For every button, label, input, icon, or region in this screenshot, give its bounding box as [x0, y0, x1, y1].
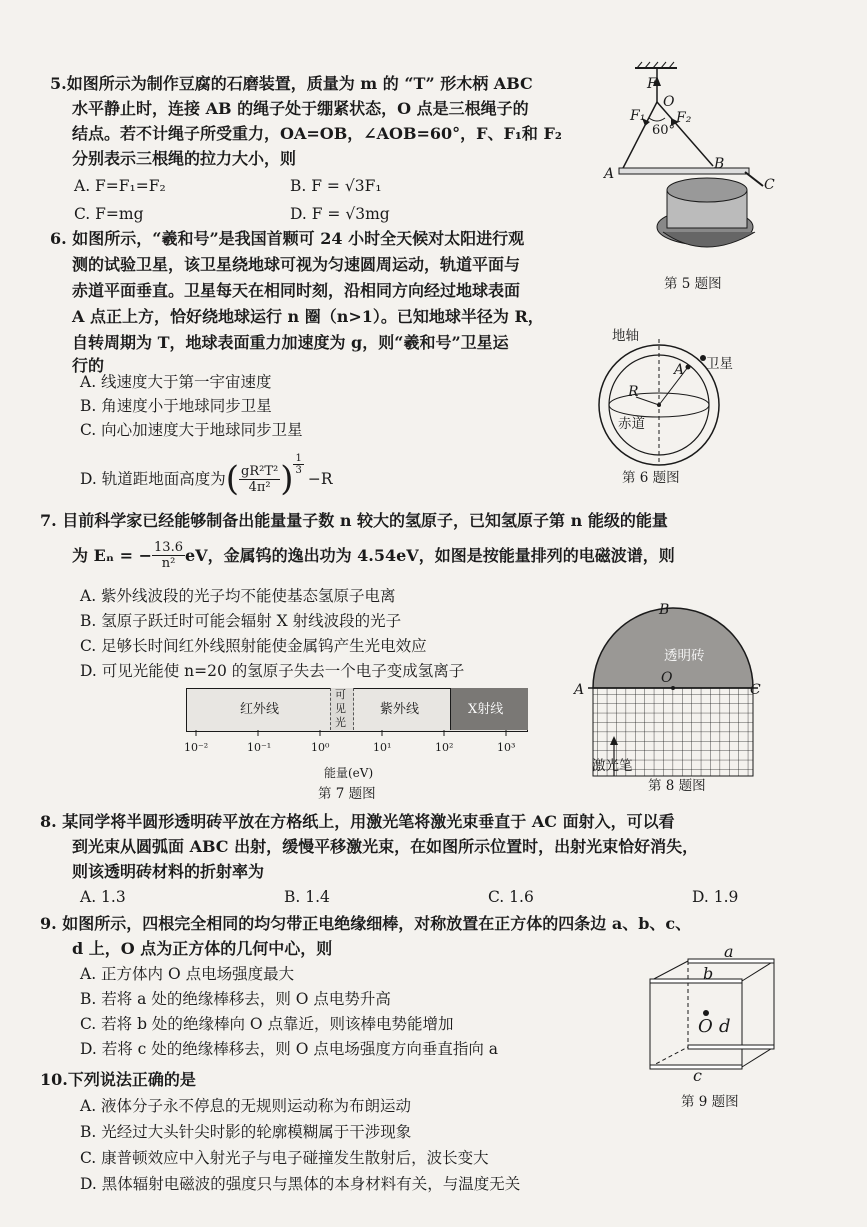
q6-paren-close: ) — [280, 459, 294, 499]
q6-fraction-num: gR²T² — [241, 463, 279, 479]
q7-fraction-den: n² — [161, 556, 176, 571]
q8-line-3: 则该透明砖材料的折射率为 — [72, 862, 265, 881]
q9-option-b: B. 若将 a 处的绝缘棒移去，则 O 点电势升高 — [80, 990, 391, 1008]
q8-option-c: C. 1.6 — [488, 888, 534, 906]
q6-fraction — [239, 464, 280, 495]
q10-option-b: B. 光经过大头针尖时影的轮廓模糊属于干涉现象 — [80, 1123, 412, 1141]
q7-line-2-suffix: eV，金属钨的逸出功为 4.54eV，如图是按能量排列的电磁波谱，则 — [184, 545, 675, 565]
q10-stem: 10.下列说法正确的是 — [40, 1070, 196, 1089]
q6-line-2: 测的试验卫星，该卫星绕地球可视为匀速圆周运动，轨道平面与 — [72, 255, 521, 274]
q5-option-d: D. F = √3mg — [290, 205, 390, 223]
figure-6-diagram — [592, 325, 742, 465]
q6-line-6: 行的 — [72, 356, 105, 375]
q9-line-2: d 上，O 点为正方体的几何中心，则 — [72, 939, 333, 958]
q8-option-a: A. 1.3 — [80, 888, 126, 906]
q6-line-3: 赤道平面垂直。卫星每天在相同时刻，沿相同方向经过地球表面 — [72, 281, 521, 300]
q5-option-c: C. F=mg — [74, 205, 144, 223]
tick-1e1: 10¹ — [373, 741, 392, 754]
band-visible-1: 可 — [335, 688, 346, 701]
q8-line-1: 8. 某同学将半圆形透明砖平放在方格纸上，用激光笔将激光束垂直于 AC 面射入，可以看 — [40, 812, 675, 831]
fig5-label-C: C — [764, 177, 775, 193]
q6-option-d-suffix: −R — [307, 470, 333, 488]
q6-option-d-prefix: D. 轨道距地面高度为 — [80, 470, 226, 488]
tick-1e-1: 10⁻¹ — [247, 741, 272, 754]
q6-line-5: 自转周期为 T，地球表面重力加速度为 g，则“羲和号”卫星运 — [72, 333, 509, 352]
fig8-label-B: B — [659, 602, 670, 618]
fig6-label-A: A — [674, 362, 685, 378]
q6-option-b: B. 角速度小于地球同步卫星 — [80, 397, 272, 415]
fig6-label-satellite: 卫星 — [706, 356, 733, 372]
q6-line-1: 6. 如图所示，“羲和号”是我国首颗可 24 小时全天候对太阳进行观 — [50, 229, 525, 248]
fig8-label-prism: 透明砖 — [664, 648, 705, 664]
fig8-label-C: C — [750, 682, 761, 698]
q6-exponent-den: 3 — [295, 464, 302, 476]
q7-energy-fraction — [152, 540, 185, 571]
fig9-label-d: d — [719, 1016, 731, 1037]
spectrum-ticks — [186, 730, 526, 740]
fig6-label-R: R — [628, 384, 639, 400]
q7-option-b: B. 氢原子跃迁时可能会辐射 X 射线波段的光子 — [80, 612, 402, 630]
tick-1e-2: 10⁻² — [184, 741, 209, 754]
q10-option-c: C. 康普顿效应中入射光子与电子碰撞发生散射后，波长变大 — [80, 1149, 489, 1167]
fig9-label-a: a — [724, 942, 734, 961]
spectrum-axis-label: 能量(eV) — [324, 766, 374, 780]
tick-1e3: 10³ — [497, 741, 516, 754]
fig6-label-equator: 赤道 — [618, 416, 645, 432]
figure-7-caption: 第 7 题图 — [318, 786, 376, 802]
q6-option-c: C. 向心加速度大于地球同步卫星 — [80, 421, 303, 439]
q6-exponent-num: 1 — [295, 452, 302, 464]
fig8-label-laser: 激光笔 — [592, 758, 633, 774]
tick-1e0: 10⁰ — [311, 741, 330, 754]
fig5-label-B: B — [714, 156, 725, 172]
q8-line-2: 到光束从圆弧面 ABC 出射，缓慢平移激光束，在如图所示位置时，出射光束恰好消失， — [72, 837, 699, 856]
tick-1e2: 10² — [435, 741, 454, 754]
band-visible-3: 光 — [335, 716, 346, 729]
fig5-label-F: F — [647, 76, 657, 92]
band-ultraviolet: 紫外线 — [380, 702, 420, 717]
q5-option-a: A. F=F₁=F₂ — [74, 177, 166, 195]
q6-line-4: A 点正上方，恰好绕地球运行 n 圈（n>1）。已知地球半径为 R， — [72, 307, 544, 326]
q8-option-d: D. 1.9 — [692, 888, 739, 906]
q7-option-c: C. 足够长时间红外线照射能使金属钨产生光电效应 — [80, 637, 427, 655]
figure-8-diagram — [588, 600, 768, 780]
fig5-label-F2: F₂ — [676, 110, 692, 126]
q6-paren-open: ( — [225, 459, 239, 499]
fig5-label-F1: F₁ — [630, 108, 646, 124]
fig8-label-O: O — [661, 670, 673, 686]
q7-fraction-num: 13.6 — [154, 540, 183, 555]
q9-option-a: A. 正方体内 O 点电场强度最大 — [80, 965, 295, 983]
q5-option-b: B. F = √3F₁ — [290, 177, 382, 195]
figure-9-caption: 第 9 题图 — [681, 1094, 739, 1110]
fig5-label-angle: 60° — [652, 123, 676, 138]
q6-exponent — [293, 453, 303, 476]
figure-5-diagram — [595, 62, 795, 272]
figure-5-caption: 第 5 题图 — [664, 276, 722, 292]
q7-line-2 — [72, 540, 675, 571]
fig9-label-b: b — [703, 964, 714, 983]
band-xray: X射线 — [468, 702, 504, 717]
fig6-label-axis: 地轴 — [612, 328, 639, 344]
q6-option-d — [80, 452, 333, 499]
q10-option-d: D. 黑体辐射电磁波的强度只与黑体的本身材料有关，与温度无关 — [80, 1175, 521, 1193]
q5-line-3: 结点。若不计绳子所受重力，OA=OB，∠AOB=60°，F、F₁和 F₂ — [72, 124, 562, 143]
q7-line-1: 7. 目前科学家已经能够制备出能量量子数 n 较大的氢原子，已知氢原子第 n 能级的能量 — [40, 511, 668, 530]
q8-option-b: B. 1.4 — [284, 888, 330, 906]
q5-line-2: 水平静止时，连接 AB 的绳子处于绷紧状态，O 点是三根绳子的 — [72, 99, 529, 118]
band-infrared: 红外线 — [240, 702, 280, 717]
figure-6-caption: 第 6 题图 — [622, 470, 680, 486]
q9-option-c: C. 若将 b 处的绝缘棒向 O 点靠近，则该棒电势能增加 — [80, 1015, 454, 1033]
q9-line-1: 9. 如图所示，四根完全相同的均匀带正电绝缘细棒，对称放置在正方体的四条边 a、b、c、 — [40, 914, 692, 933]
fig9-label-O: O — [698, 1016, 713, 1037]
figure-8-caption: 第 8 题图 — [648, 778, 706, 794]
q7-option-d: D. 可见光能使 n=20 的氢原子失去一个电子变成氢离子 — [80, 662, 465, 680]
q9-option-d: D. 若将 c 处的绝缘棒移去，则 O 点电场强度方向垂直指向 a — [80, 1040, 498, 1058]
fig9-label-c: c — [693, 1066, 702, 1085]
q6-fraction-den: 4π² — [248, 479, 271, 495]
fig8-label-A: A — [574, 682, 585, 698]
q5-line-4: 分别表示三根绳的拉力大小，则 — [72, 149, 297, 168]
q7-line-2-prefix: 为 Eₙ = − — [72, 545, 153, 565]
fig5-label-O: O — [663, 94, 675, 110]
fig5-label-A: A — [604, 166, 615, 182]
band-visible-2: 见 — [335, 702, 346, 715]
q10-option-a: A. 液体分子永不停息的无规则运动称为布朗运动 — [80, 1097, 412, 1115]
q7-option-a: A. 紫外线波段的光子均不能使基态氢原子电离 — [80, 587, 396, 605]
q5-line-1: 5.如图所示为制作豆腐的石磨装置，质量为 m 的 “T” 形木柄 ABC — [50, 74, 533, 93]
q6-option-a: A. 线速度大于第一宇宙速度 — [80, 373, 272, 391]
